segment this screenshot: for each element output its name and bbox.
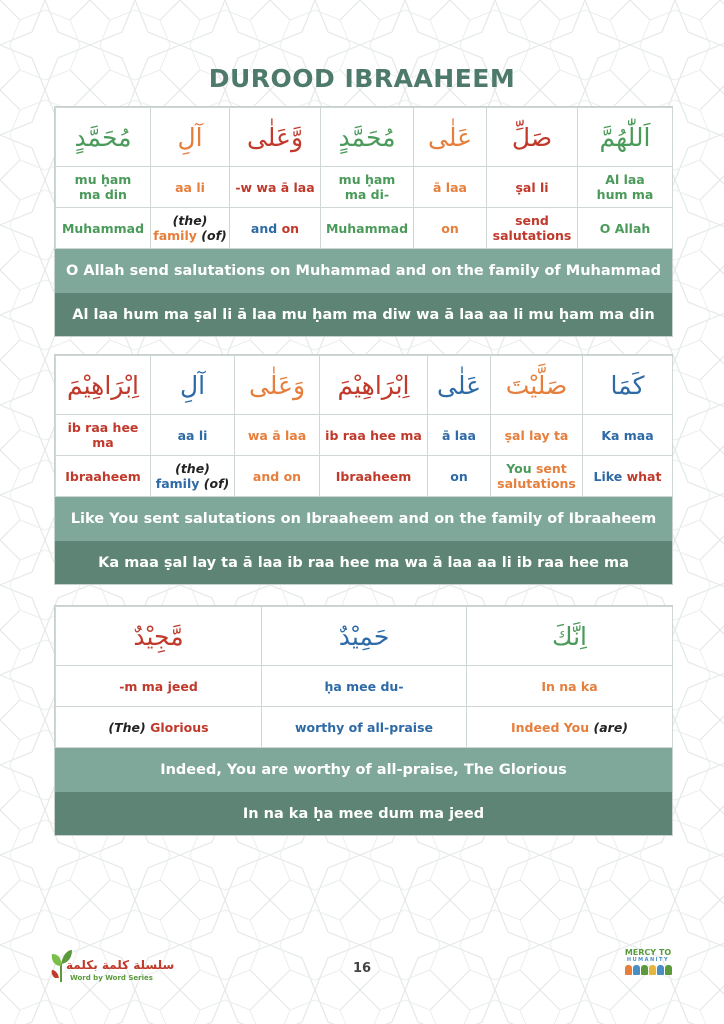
meaning-cell: and on xyxy=(235,456,320,497)
word-table-3 xyxy=(54,605,673,836)
meaning-cell: Muhammad xyxy=(321,208,414,249)
arabic-word: اِنَّكَ xyxy=(467,607,673,666)
meaning-cell: (The) Glorious xyxy=(56,707,262,748)
transliteration-row xyxy=(56,666,673,707)
word-grid-3 xyxy=(55,606,673,748)
logo-line-1: MERCY TO xyxy=(624,948,672,957)
word-grid-1 xyxy=(55,107,673,249)
transliteration-row xyxy=(56,415,673,456)
arabic-row xyxy=(56,607,673,666)
translation-bar: O Allah send salutations on Muhammad and on the family of Muhammad xyxy=(55,249,672,293)
arabic-word: آلِ xyxy=(151,356,235,415)
meaning-cell: Indeed You (are) xyxy=(467,707,673,748)
meaning-cell: Like what xyxy=(583,456,673,497)
meaning-row xyxy=(56,208,673,249)
meaning-cell: send salutations xyxy=(487,208,578,249)
arabic-word: صَلَّيْتَ xyxy=(491,356,583,415)
arabic-word: مَّجِيْدٌ xyxy=(56,607,262,666)
people-icons xyxy=(614,965,682,975)
translit-cell: aa li xyxy=(151,167,230,208)
meaning-cell: Muhammad xyxy=(56,208,151,249)
arabic-row xyxy=(56,356,673,415)
translit-cell: -m ma jeed xyxy=(56,666,262,707)
translation-bar: Like You sent salutations on Ibraaheem and on the family of Ibraaheem xyxy=(55,497,672,541)
person-icon xyxy=(625,965,632,975)
meaning-cell: (the) family (of) xyxy=(151,208,230,249)
transliteration-bar: In na ka ḥa mee dum ma jeed xyxy=(55,792,672,835)
page-title: DUROOD IBRAAHEEM xyxy=(208,64,516,93)
meaning-cell: on xyxy=(414,208,487,249)
translation-bar: Indeed, You are worthy of all-praise, The Glorious xyxy=(55,748,672,792)
meaning-row xyxy=(56,456,673,497)
meaning-cell: Ibraaheem xyxy=(320,456,428,497)
logo-arabic-text: سلسلة كلمة بكلمة xyxy=(66,958,175,972)
person-icon xyxy=(665,965,672,975)
arabic-word: اَللّٰهُمَّ xyxy=(578,108,673,167)
page-number: 16 xyxy=(352,961,372,976)
translit-cell: ā laa xyxy=(414,167,487,208)
word-table-1 xyxy=(54,106,673,337)
logo-english-text: Word by Word Series xyxy=(70,974,153,982)
arabic-word: مُحَمَّدٍ xyxy=(56,108,151,167)
meaning-cell: You sent salutations xyxy=(491,456,583,497)
arabic-word: وَعَلٰى xyxy=(235,356,320,415)
translit-cell: In na ka xyxy=(467,666,673,707)
translit-cell: ṣal lay ta xyxy=(491,415,583,456)
translit-cell: ḥa mee du- xyxy=(262,666,467,707)
arabic-word: حَمِيْدٌ xyxy=(262,607,467,666)
translit-cell: Al laa hum ma xyxy=(578,167,673,208)
arabic-word: اِبْرَاهِيْمَ xyxy=(56,356,151,415)
logo-line-2: HUMANITY xyxy=(626,957,670,963)
meaning-cell: and on xyxy=(230,208,321,249)
arabic-word: اِبْرَاهِيْمَ xyxy=(320,356,428,415)
person-icon xyxy=(641,965,648,975)
translit-cell: mu ḥam ma din xyxy=(56,167,151,208)
arabic-word: عَلٰى xyxy=(428,356,491,415)
arabic-word: عَلٰى xyxy=(414,108,487,167)
transliteration-row xyxy=(56,167,673,208)
meaning-cell: (the) family (of) xyxy=(151,456,235,497)
translit-cell: wa ā laa xyxy=(235,415,320,456)
translit-cell: ib raa hee ma xyxy=(320,415,428,456)
person-icon xyxy=(633,965,640,975)
person-icon xyxy=(649,965,656,975)
mercy-to-humanity-logo xyxy=(614,948,682,988)
arabic-word: وَّعَلٰى xyxy=(230,108,321,167)
transliteration-bar: Al laa hum ma ṣal li ā laa mu ḥam ma diw wa ā laa aa li mu ḥam ma din xyxy=(55,293,672,336)
translit-cell: ā laa xyxy=(428,415,491,456)
translit-cell: Ka maa xyxy=(583,415,673,456)
translit-cell: ib raa hee ma xyxy=(56,415,151,456)
arabic-word: كَمَا xyxy=(583,356,673,415)
translit-cell: -w wa ā laa xyxy=(230,167,321,208)
arabic-row xyxy=(56,108,673,167)
meaning-cell: on xyxy=(428,456,491,497)
translit-cell: mu ḥam ma di- xyxy=(321,167,414,208)
meaning-row xyxy=(56,707,673,748)
arabic-word: مُحَمَّدٍ xyxy=(321,108,414,167)
meaning-cell: O Allah xyxy=(578,208,673,249)
arabic-word: صَلِّ xyxy=(487,108,578,167)
person-icon xyxy=(657,965,664,975)
transliteration-bar: Ka maa ṣal lay ta ā laa ib raa hee ma wa ā laa aa li ib raa hee ma xyxy=(55,541,672,584)
meaning-cell: worthy of all-praise xyxy=(262,707,467,748)
arabic-word: آلِ xyxy=(151,108,230,167)
word-table-2 xyxy=(54,354,673,585)
translit-cell: ṣal li xyxy=(487,167,578,208)
word-grid-2 xyxy=(55,355,673,497)
translit-cell: aa li xyxy=(151,415,235,456)
meaning-cell: Ibraaheem xyxy=(56,456,151,497)
